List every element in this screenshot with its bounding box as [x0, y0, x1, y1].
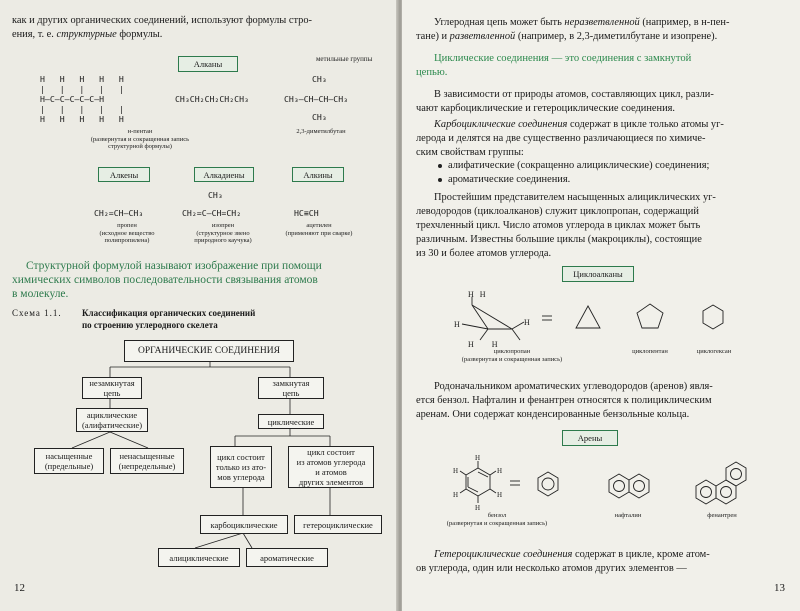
naphthalene-caption: нафталин: [614, 512, 642, 519]
ethyne-formula: HC≡CH: [294, 208, 319, 218]
scheme-title-line-1: Классификация органических соединений: [82, 308, 256, 318]
p5-line-3: аренам. Они содержат конденсированные бензольные кольца.: [416, 409, 690, 420]
scheme-title-line-2: по строению углеродного скелета: [82, 320, 218, 330]
node-carbocyclic: карбоциклические: [200, 515, 288, 534]
node-hetero-cycle: цикл состоит из атомов углерода и атомов других элементов: [288, 446, 374, 488]
intro-line-1: как и других органических соединений, используют формулы стро-: [12, 15, 312, 26]
p5-line-2: ется бензол. Нафталин и фенантрен относятся к полициклическим: [416, 395, 712, 406]
node-acyclic: ациклические (алифатические): [76, 408, 148, 432]
p4-line-1: Простейшим представителем насыщенных алициклических уг-: [434, 192, 716, 203]
node-open-chain: незамкнутая цепь: [82, 377, 142, 399]
node-alicyclic: алициклические: [158, 548, 240, 567]
p5-line-1: Родоначальником ароматических углеводородов (аренов) явля-: [434, 381, 713, 392]
bz-h-tr: H: [497, 467, 503, 475]
definition-line-3: в молекуле.: [12, 288, 69, 300]
node-carbon-only-cycle: цикл состоит только из ато- мов углерода: [210, 446, 272, 488]
arenes-label: Арены: [562, 430, 618, 446]
p4-line-3: трехчленный цикл. Число атомов углерода в циклах может быть: [416, 220, 701, 231]
methyl-groups-label: метильные группы: [316, 55, 373, 63]
methyl-bottom: CH₃: [312, 112, 327, 122]
p1-line-2: тане) и разветвленной (например, в 2,3-диметилбутане и изопрене).: [416, 31, 718, 42]
bz-h-bottom: H: [475, 504, 481, 512]
p3-line-1: Карбоциклические соединения содержат в цикле только атомы уг-: [434, 119, 724, 130]
cp-h3: H: [524, 318, 530, 327]
node-unsaturated: ненасыщенные (непредельные): [110, 448, 184, 474]
isoprene-caption: изопрен (структурное звено природного каучука): [194, 222, 252, 244]
bz-h-top: H: [475, 454, 481, 462]
ethyne-caption: ацетилен (применяют при сварке): [285, 222, 353, 237]
isoprene-formula: CH₂=C—CH=CH₂: [182, 208, 242, 218]
dimethylbutane-caption: 2,3-диметилбутан: [296, 128, 346, 135]
definition-line-2: химических символов последовательности связывания атомов: [12, 274, 318, 286]
left-page: [0, 0, 398, 611]
p3-line-3: ским свойствам группы:: [416, 147, 524, 158]
scheme-prefix: Схема 1.1.: [12, 308, 62, 318]
node-cyclic: циклические: [258, 414, 324, 429]
pentane-caption: н-пентан (развернутая и сокращенная запись структурной формулы): [90, 128, 190, 150]
p4-line-2: леводородов (циклоалканов) служит циклопропан, содержащий: [416, 206, 699, 217]
p2-line-1: В зависимости от природы атомов, составляющих цикл, разли-: [434, 89, 714, 100]
p1-line-1: Углеродная цепь может быть неразветвленной (например, в н-пен-: [434, 17, 730, 28]
pentane-condensed-formula: CH₃CH₂CH₂CH₂CH₃: [175, 94, 249, 104]
bz-h-bl: H: [453, 491, 459, 499]
pentane-expanded-formula: H H H H H | | | | | H—C—C—C—C—C—H | | | | | H H H H H: [40, 74, 124, 124]
cycloalkanes-label: Циклоалканы: [562, 266, 634, 282]
p6-line-1: Гетероциклические соединения содержат в цикле, кроме атом-: [434, 549, 710, 560]
page-number-right: 13: [774, 582, 785, 594]
isoprene-methyl: CH₃: [208, 190, 223, 200]
bullet-1: алифатические (сокращенно алициклические) соединения;: [448, 160, 710, 171]
p2-line-2: чают карбоциклические и гетероциклические соединения.: [416, 103, 676, 114]
intro-line-2: ения, т. е. структурные формулы.: [12, 29, 163, 40]
node-organic-compounds: ОРГАНИЧЕСКИЕ СОЕДИНЕНИЯ: [124, 340, 294, 362]
alkanes-label: Алканы: [178, 56, 238, 72]
node-aromatic: ароматические: [246, 548, 328, 567]
node-heterocyclic: гетероциклические: [294, 515, 382, 534]
bz-h-br: H: [497, 491, 503, 499]
alkynes-label: Алкины: [292, 167, 344, 182]
propene-formula: CH₂=CH—CH₃: [94, 208, 144, 218]
propene-caption: пропен (исходное вещество полипропилена): [99, 222, 155, 244]
dimethylbutane-formula: CH₃—CH—CH—CH₃: [284, 94, 349, 104]
node-closed-chain: замкнутая цепь: [258, 377, 324, 399]
alkadienes-label: Алкадиены: [194, 167, 254, 182]
cyclopentane-caption: циклопентан: [632, 348, 668, 355]
p4-line-4: различным. Известны большие циклы (макроциклы), состоящие: [416, 234, 702, 245]
alkenes-label: Алкены: [98, 167, 150, 182]
cyclopropane-caption: циклопропан (развернутая и сокращенная запись): [461, 348, 563, 363]
methyl-top: CH₃: [312, 74, 327, 84]
cp-h2: H: [454, 320, 460, 329]
cyclic-definition-line-1: Циклические соединения — это соединения с замкнутой: [434, 53, 692, 64]
phenanthrene-caption: фенантрен: [707, 512, 737, 519]
bullet-2: ароматические соединения.: [448, 174, 571, 185]
cp-h4: H H: [468, 340, 498, 349]
benzene-caption: бензол (развернутая и сокращенная запись): [446, 512, 548, 527]
definition-line-1: Структурной формулой называют изображение при помощи: [26, 260, 322, 272]
cyclic-definition-line-2: цепью.: [416, 67, 448, 78]
bz-h-tl: H: [453, 467, 459, 475]
p4-line-5: из 30 и более атомов углерода.: [416, 248, 552, 259]
node-saturated: насыщенные (предельные): [34, 448, 104, 474]
cp-h1: H H: [468, 290, 486, 299]
cyclohexane-caption: циклогексан: [696, 348, 732, 355]
p6-line-2: ов углерода, один или несколько атомов других элементов —: [416, 563, 687, 574]
right-page: [402, 0, 800, 611]
page-number-left: 12: [14, 582, 25, 594]
p3-line-2: лерода и делятся на две существенно различающиеся по химиче-: [416, 133, 706, 144]
